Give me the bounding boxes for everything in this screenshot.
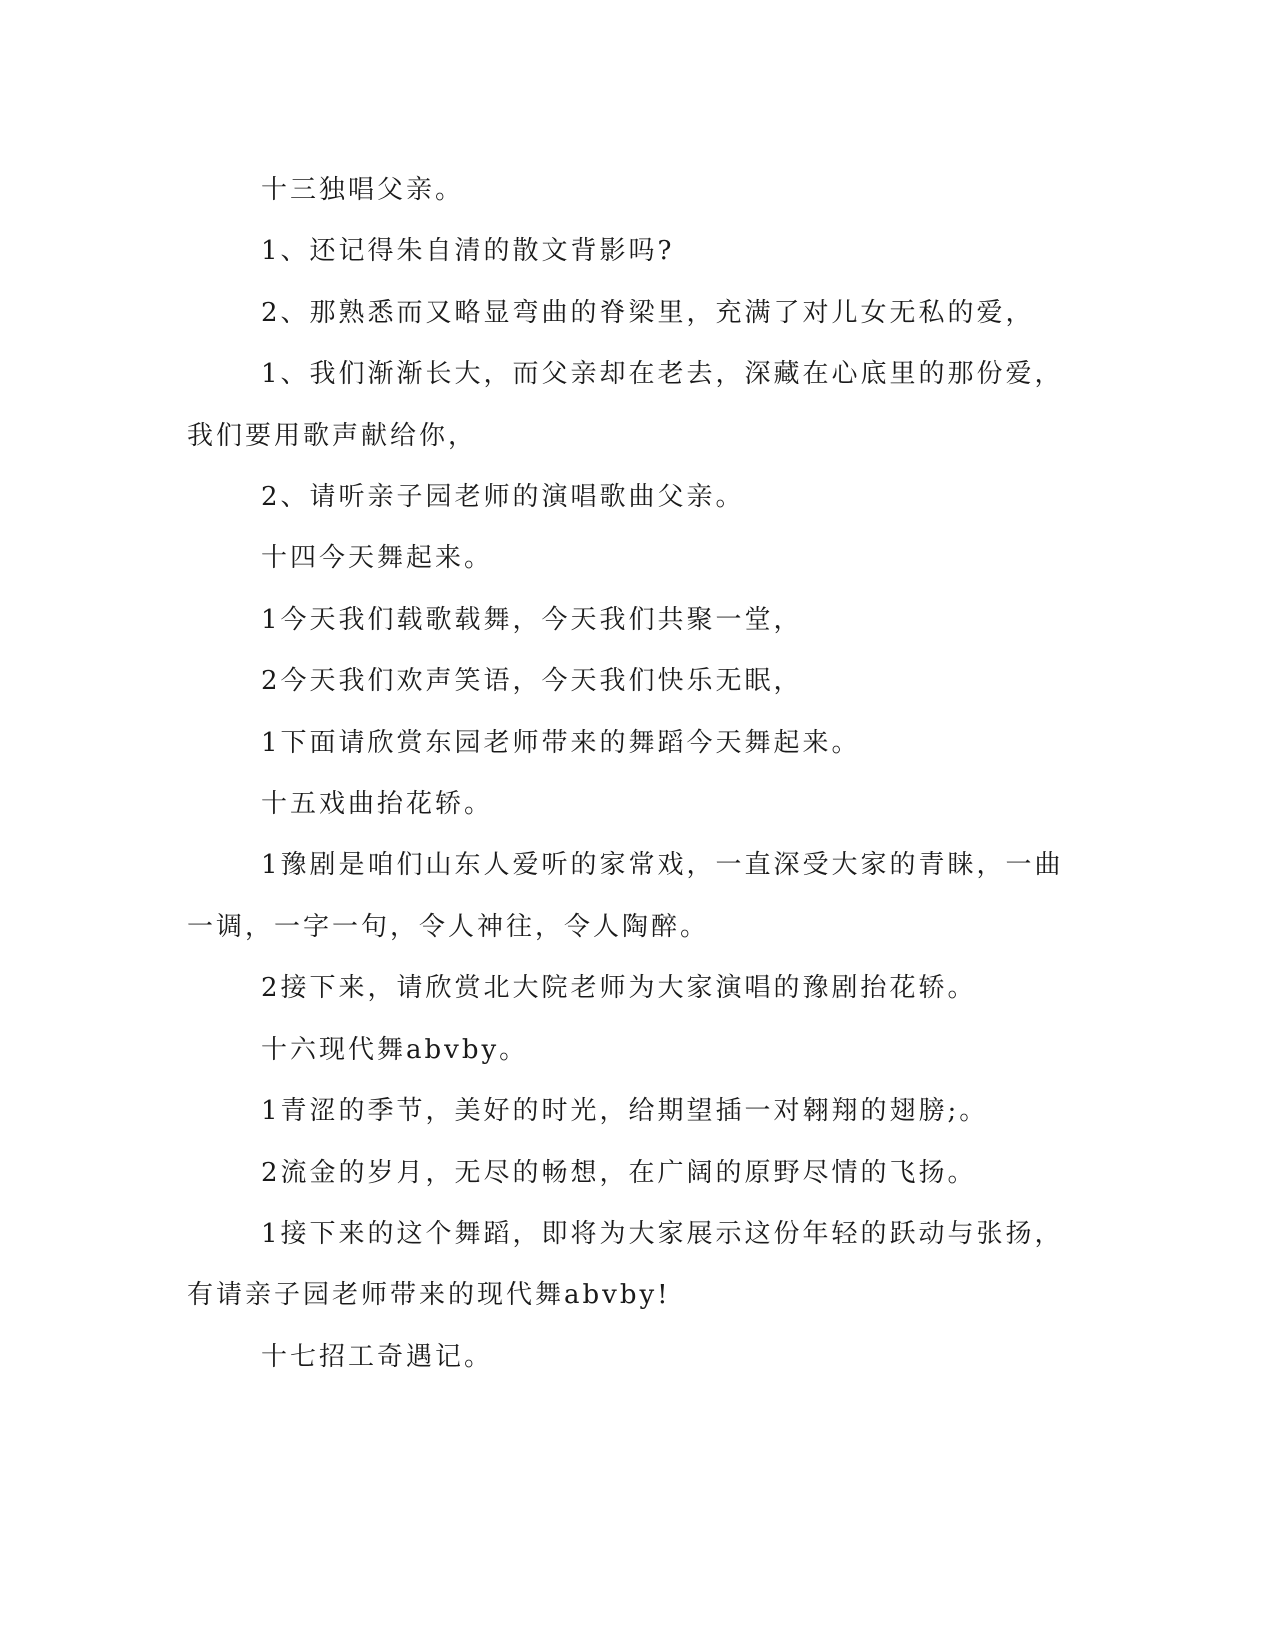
paragraph: 2、请听亲子园老师的演唱歌曲父亲。 bbox=[261, 482, 745, 513]
paragraph: 2今天我们欢声笑语，今天我们快乐无眠， bbox=[261, 666, 803, 697]
section-heading: 十五戏曲抬花轿。 bbox=[261, 789, 494, 820]
section-heading: 十四今天舞起来。 bbox=[261, 543, 494, 574]
paragraph-continuation: 有请亲子园老师带来的现代舞abvby! bbox=[187, 1280, 671, 1311]
paragraph: 1下面请欣赏东园老师带来的舞蹈今天舞起来。 bbox=[261, 727, 861, 758]
section-heading: 十六现代舞abvby。 bbox=[261, 1034, 529, 1065]
paragraph: 2接下来，请欣赏北大院老师为大家演唱的豫剧抬花轿。 bbox=[261, 973, 977, 1004]
paragraph: 1豫剧是咱们山东人爱听的家常戏，一直深受大家的青睐，一曲 bbox=[261, 850, 1064, 881]
paragraph: 1今天我们载歌载舞，今天我们共聚一堂， bbox=[261, 604, 803, 635]
document-body bbox=[187, 160, 1067, 1388]
paragraph: 1、我们渐渐长大，而父亲却在老去，深藏在心底里的那份爱， bbox=[261, 359, 1064, 390]
paragraph: 2流金的岁月，无尽的畅想，在广阔的原野尽情的飞扬。 bbox=[261, 1157, 977, 1188]
section-heading: 十三独唱父亲。 bbox=[261, 175, 465, 205]
paragraph-continuation: 我们要用歌声献给你， bbox=[187, 420, 478, 451]
paragraph: 2、那熟悉而又略显弯曲的脊梁里，充满了对儿女无私的爱， bbox=[261, 297, 1035, 328]
paragraph-continuation: 一调，一字一句，令人神往，令人陶醉。 bbox=[187, 911, 710, 942]
paragraph: 1青涩的季节，美好的时光，给期望插一对翱翔的翅膀;。 bbox=[261, 1096, 989, 1127]
section-heading: 十七招工奇遇记。 bbox=[261, 1341, 494, 1372]
paragraph: 1接下来的这个舞蹈，即将为大家展示这份年轻的跃动与张扬， bbox=[261, 1218, 1064, 1249]
paragraph: 1、还记得朱自清的散文背影吗? bbox=[261, 236, 675, 267]
